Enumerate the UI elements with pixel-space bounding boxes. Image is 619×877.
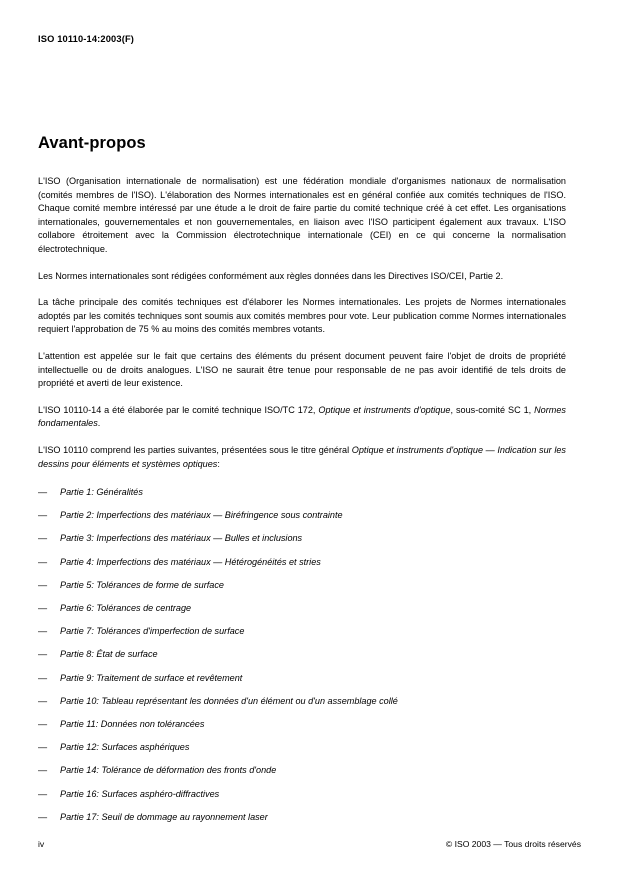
list-item-label: Partie 6: Tolérances de centrage [60,603,192,614]
list-item [38,672,566,685]
committee-lead-text: L'ISO 10110-14 a été élaborée par le comité technique ISO/TC 172, [38,404,319,415]
list-item [38,556,566,569]
list-item-label: Partie 5: Tolérances de forme de surface [60,579,224,590]
list-item [38,695,566,708]
em-dash-bullet: — [38,672,48,683]
em-dash-bullet: — [38,533,48,544]
list-item-label: Partie 3: Imperfections des matériaux — Bulles et inclusions [60,533,303,544]
list-item [38,625,566,638]
parts-intro-tail-text: : [217,458,220,469]
list-item [38,509,566,522]
list-item [38,764,566,777]
page-content [38,134,566,834]
list-item [38,788,566,801]
em-dash-bullet: — [38,556,48,567]
em-dash-bullet: — [38,718,48,729]
list-item-label: Partie 4: Imperfections des matériaux — Hétérogénéités et stries [60,556,321,567]
list-item-label: Partie 16: Surfaces asphéro-diffractives [60,788,220,799]
footer-page-number: iv [38,839,45,849]
em-dash-bullet: — [38,765,48,776]
list-item-label: Partie 12: Surfaces asphériques [60,742,190,753]
em-dash-bullet: — [38,626,48,637]
footer-copyright: © ISO 2003 — Tous droits réservés [445,839,581,849]
list-item [38,741,566,754]
paragraph-foreword-1: L'ISO (Organisation internationale de normalisation) est une fédération mondiale d'organismes nationaux de normalisation (comités membres de l'ISO). L'élaboration des Normes internationales est en général confiée aux comités techniques de l'ISO. Chaque comité membre intéressé par une étude a le droit de faire partie du comité technique créé à cet effet. Les organisations internationales, gouvernementales et non gouvernementales, en liaison avec l'ISO participent également aux travaux. L'ISO collabore étroitement avec la Commission électrotechnique internationale (CEI) en ce qui concerne la normalisation électrotechnique. [38,176,566,254]
list-item [38,532,566,545]
list-item [38,486,566,499]
em-dash-bullet: — [38,510,48,521]
list-item-label: Partie 14: Tolérance de déformation des fronts d'onde [60,765,277,776]
running-head: ISO 10110-14:2003(F) [38,34,135,44]
list-item [38,602,566,615]
paragraph-foreword-3: La tâche principale des comités techniques est d'élaborer les Normes internationales. Les projets de Normes internationales adoptés par les comités techniques sont soumis aux comités membres pour vote. Leur publication comme Normes internationales requiert l'approbation de 75 % au moins des comités membres votants. [38,297,566,335]
list-item [38,811,566,824]
list-item [38,718,566,731]
list-item-label: Partie 1: Généralités [60,487,143,498]
em-dash-bullet: — [38,742,48,753]
em-dash-bullet: — [38,811,48,822]
em-dash-bullet: — [38,487,48,498]
list-item-label: Partie 8: État de surface [60,649,158,660]
committee-title-italic: Optique et instruments d'optique [318,404,451,415]
em-dash-bullet: — [38,579,48,590]
list-item-label: Partie 10: Tableau représentant les données d'un élément ou d'un assemblage collé [60,695,398,706]
paragraph-committee [38,404,566,431]
paragraph-foreword-2: Les Normes internationales sont rédigées conformément aux règles données dans les Directives ISO/CEI, Partie 2. [38,270,504,281]
list-item-label: Partie 7: Tolérances d'imperfection de surface [60,626,245,637]
em-dash-bullet: — [38,788,48,799]
list-item [38,648,566,661]
parts-intro-lead-text: L'ISO 10110 comprend les parties suivantes, présentées sous le titre général [38,444,352,455]
parts-list [38,486,566,824]
em-dash-bullet: — [38,649,48,660]
parts-intro-general-title-italic: Optique et instruments d'optique — Indication sur les dessins pour éléments et systèmes optiques [38,444,566,469]
list-item [38,579,566,592]
committee-mid-text: , sous-comité SC 1, [450,404,535,415]
list-item-label: Partie 2: Imperfections des matériaux — Biréfringence sous contrainte [60,510,343,521]
paragraph-foreword-4: L'attention est appelée sur le fait que certains des éléments du présent document peuvent faire l'objet de droits de propriété intellectuelle ou de droits analogues. L'ISO ne saurait être tenue pour responsable de ne pas avoir identifié de tels droits de propriété et averti de leur existence. [38,350,566,389]
list-item-label: Partie 11: Données non tolérancées [60,718,205,729]
em-dash-bullet: — [38,603,48,614]
em-dash-bullet: — [38,695,48,706]
page-title: Avant-propos [38,134,146,152]
list-item-label: Partie 17: Seuil de dommage au rayonnement laser [60,811,268,822]
list-item-label: Partie 9: Traitement de surface et revêtement [60,672,243,683]
subcommittee-title-italic: Normes fondamentales [38,404,566,429]
committee-tail-text: . [97,418,101,429]
paragraph-parts-intro [38,444,566,471]
